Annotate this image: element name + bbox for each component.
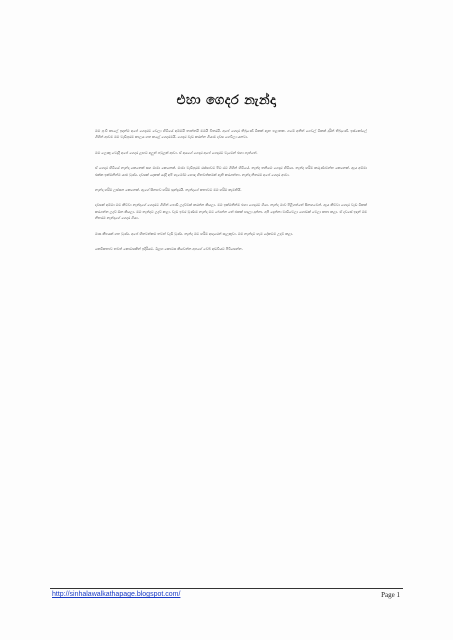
paragraph: නැන්දා හරිම ලස්සන කෙනෙක්. ඇගේ සිනහව හරිම සුන්දරයි. නැන්දාගේ කතාවට මම හරිම කැමතියි. xyxy=(95,188,242,193)
paragraph: මම පුංචි කාලේ ඉඳන්ම අපේ ගෙදරට වෙලා හිටියේ අම්මයි තාත්තයි මමයි විතරයි. අපේ ගෙදර තිබුණේ ටිකක් ඈත පළාතක. ගමේ අනිත් ගෙවල් ටිකක් දුරින් තිබුණේ. ඉස්කෝලේ ගිහින් ආවම මම වැඩිපුරම කාලය ගත කළේ ගෙදරමයි. ගෙදර වැඩ කරන්න ගියාම දවස ගෙවිලා යනවා. xyxy=(95,129,367,140)
paragraph: දවසක් අම්මා මට කිව්වා නැන්දාගේ ගෙදරට ගිහින් පොඩි උදව්වක් කරන්න කියලා. මම ඉක්මනින්ම එහා ගෙදරට ගියා. නැන්දා මාව පිළිගත්තේ සිනහවෙන්. ඇය කිව්වා ගෙදර වැඩ ටිකක් කරගන්න උදව් ඕන කියලා. මම නැන්දාට උදව් කළා. වැඩ ඉවර වුණාම නැන්දා මට බොන්න තේ එකක් හදලා දුන්නා. අපි දෙන්නා වාඩිවෙලා ගොඩක් වෙලා කතා කළා. ඒ දවසේ ඉඳන් මම නිතරම නැන්දාගේ ගෙදර ගියා. xyxy=(95,203,367,221)
footer-blog-link[interactable]: http://sinhalawalkathapage.blogspot.com/ xyxy=(52,591,181,598)
story-title: එහා ගෙදර නැන්දා xyxy=(176,93,277,108)
story-body xyxy=(95,128,367,261)
paragraph: ඒ ගෙදර හිටියේ නැන්දා කෙනෙක් සහ මාමා කෙනෙක්. මාමා වැඩිපුරම රස්සාවට පිට රට ගිහින් හිටියේ. නැන්දා තනියම ගෙදර හිටියා. නැන්දා හරිම කරුණාවන්ත කෙනෙක්. ඇය අම්මා එක්ක ඉක්මනින්ම යාළු වුණා. දවසක් දෙකක් යද්දී අපි හැමෝම හොඳ හිතවත්කමක් ඇති කරගත්තා. නැන්දා නිතරම අපේ ගෙදර ආවා. xyxy=(95,166,367,177)
paragraph: කෙටිකතාව තවත් කොටසකින් ඉදිරියට. ඊළඟ කොටස කියවන්න අපගේ වෙබ් අඩවියට පිවිසෙන්න. xyxy=(95,247,243,252)
paragraph: මම ලොකු වෙද්දී අපේ ගෙදර ළඟට අලුත් පවුලක් ආවා. ඒ අයගේ ගෙදර අපේ ගෙදරට වැටෙන් එහා පැත්තේ. xyxy=(95,150,258,155)
footer-divider xyxy=(50,588,403,589)
page-number: Page 1 xyxy=(381,591,400,599)
paragraph: මාස කීපයක් ගත වුණා. අපේ හිතවත්කම තවත් වැඩි වුණා. නැන්දා මට හරිම ආදරෙන් සැලකුවා. මම නැන්දාට හැම දේකටම උදව් කළා. xyxy=(95,231,294,236)
